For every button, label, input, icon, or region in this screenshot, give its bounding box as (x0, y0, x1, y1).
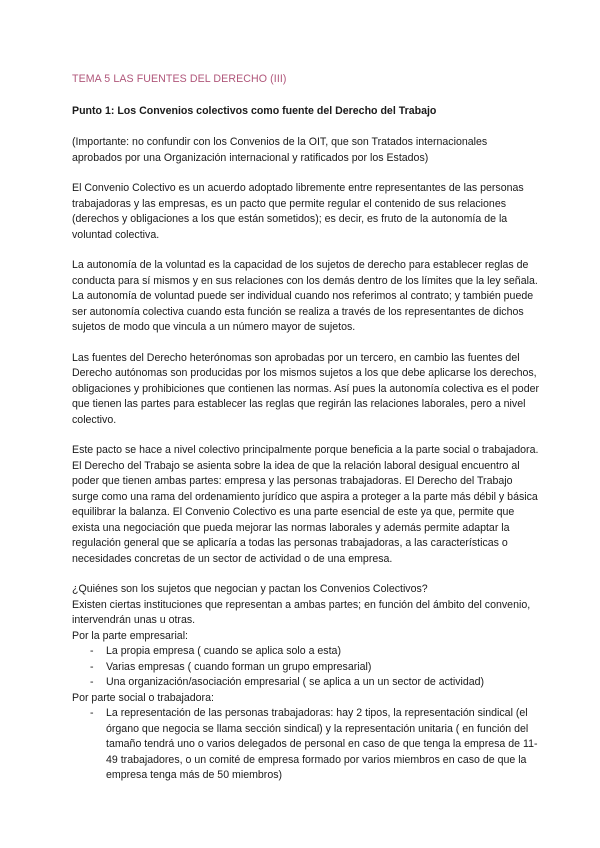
list-item: - Varias empresas ( cuando forman un grupo empresarial) (90, 660, 540, 676)
paragraph-sources: Las fuentes del Derecho heterónomas son aprobadas por un tercero, en cambio las fuentes del Derecho autónomas son producidas por los mismos sujetos a los que debe aplicarse los derechos, obligaciones y prohibiciones que contienen las normas. Así pues la autonomía colectiva es el poder que tienen las partes para establecer las reglas que regirán las relaciones laborales, pero a nivel colectivo. (72, 351, 539, 426)
document-title: TEMA 5 LAS FUENTES DEL DERECHO (III) (72, 73, 287, 85)
intro-line: Existen ciertas instituciones que representan a ambas partes; en función del ámbito del convenio, intervendrán unas u otras. (72, 598, 531, 626)
list-item: - La representación de las personas trabajadoras: hay 2 tipos, la representación sindical (el órgano que negocia se llama sección sindical) y la representación unitaria ( en función del tamaño tendrá uno o varios delegados de personal en caso de que tenga la empresa de 11- 49 trabajadores, o un comité de empresa formado por varios miembros en caso de que la empresa tenga más de 50 miembros) (90, 706, 540, 784)
paragraph-definition: El Convenio Colectivo es un acuerdo adoptado libremente entre representantes de las personas trabajadoras y las empresas, es un pacto que permite regular el contenido de sus relaciones (derechos y obligaciones a los que están sometidos); es decir, es fruto de la autonomía de la voluntad colectiva. (72, 182, 524, 241)
list-item: - Una organización/asociación empresarial ( se aplica a un un sector de actividad) (90, 675, 540, 691)
worker-label: Por parte social o trabajadora: (72, 691, 214, 704)
employer-list (72, 644, 540, 691)
employer-label: Por la parte empresarial: (72, 629, 188, 642)
worker-list (72, 706, 540, 784)
paragraph-autonomy: La autonomía de la voluntad es la capacidad de los sujetos de derecho para establecer reglas de conducta para sí mismos y en sus relaciones con los demás dentro de los límites que la ley señala. La autonomía de voluntad puede ser individual cuando nos referimos al contrato; y también puede ser autonomía colectiva cuando esta función se realiza a través de los representantes de dichos sujetos de modo que vincula a un número mayor de sujetos. (72, 259, 538, 333)
paragraph-collective: Este pacto se hace a nivel colectivo principalmente porque beneficia a la parte social o trabajadora. El Derecho del Trabajo se asienta sobre la idea de que la relación laboral desigual encuentro al poder que tienen ambas partes: empresa y las personas trabajadoras. El Derecho del Trabajo surge como una rama del ordenamiento jurídico que aspira a proteger a la parte más débil y básica equilibrar la balanza. El Convenio Colectivo es una parte esencial de este ya que, permite que exista una negociación que pueda mejorar las normas laborales y además permite adaptar la regulación general que se aplicaría a todas las personas trabajadoras, a las características o necesidades concretas de un sector de actividad o de una empresa. (72, 444, 539, 565)
question-line: ¿Quiénes son los sujetos que negocian y pactan los Convenios Colectivos? (72, 583, 428, 595)
section-heading: Punto 1: Los Convenios colectivos como fuente del Derecho del Trabajo (72, 104, 437, 117)
list-item: - La propia empresa ( cuando se aplica solo a esta) (90, 644, 540, 660)
paragraph-note: (Importante: no confundir con los Convenios de la OIT, que son Tratados internacionales aprobados por una Organización internacional y ratificados por los Estados) (72, 136, 488, 164)
